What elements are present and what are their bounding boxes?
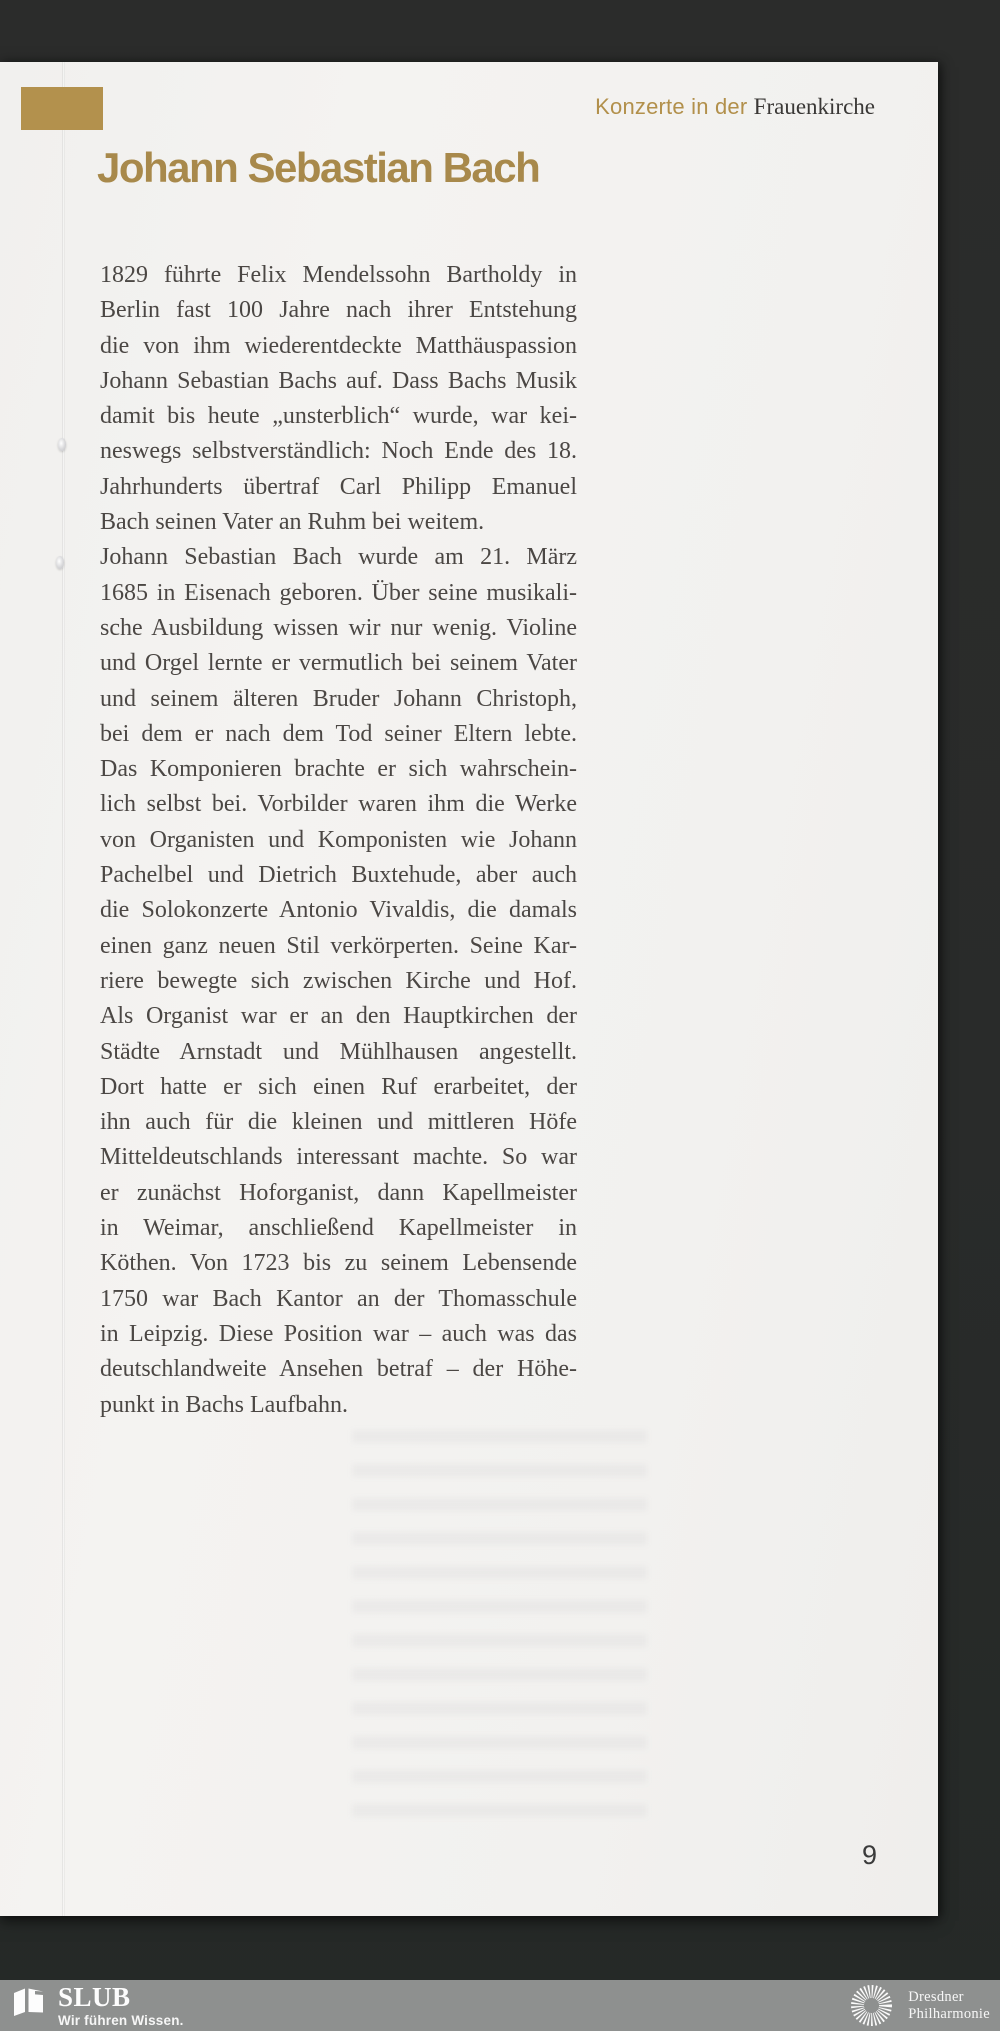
- philharmonie-line2: Philharmonie: [908, 2005, 990, 2022]
- body-line: er zunächst Hoforganist, dann Kapellmeister: [100, 1179, 577, 1206]
- body-line: Johann Sebastian Bach wurde am 21. März: [100, 544, 577, 571]
- body-line: Johann Sebastian Bachs auf. Dass Bachs Musik: [100, 367, 577, 394]
- body-line: die Solokonzerte Antonio Vivaldis, die damals: [100, 897, 577, 924]
- paragraph: [100, 258, 577, 540]
- body-line: deutschlandweite Ansehen betraf – der Höhe-: [100, 1356, 577, 1383]
- philharmonie-text-block: [908, 1989, 990, 2023]
- staple-mark: [58, 438, 66, 451]
- page-number: 9: [861, 1840, 877, 1870]
- staple-mark: [56, 556, 64, 569]
- body-line: damit bis heute „unsterblich“ wurde, war kei-: [100, 403, 577, 430]
- scanned-page: [0, 62, 938, 1916]
- body-line: sche Ausbildung wissen wir nur wenig. Violine: [100, 614, 577, 641]
- slub-book-icon: [13, 1986, 45, 2017]
- body-line: bei dem er nach dem Tod seiner Eltern lebte.: [100, 720, 577, 747]
- body-line: Dort hatte er sich einen Ruf erarbeitet, der: [100, 1073, 577, 1100]
- body-line: lich selbst bei. Vorbilder waren ihm die Werke: [100, 791, 577, 818]
- body-line: Berlin fast 100 Jahre nach ihrer Entstehung: [100, 297, 577, 324]
- body-line: 1829 führte Felix Mendelssohn Bartholdy in: [100, 262, 577, 288]
- philharmonie-line1: Dresdner: [908, 1988, 964, 2005]
- body-line: ihn auch für die kleinen und mittleren Höfe: [100, 1109, 577, 1136]
- body-line: 1750 war Bach Kantor an der Thomasschule: [100, 1285, 577, 1312]
- eyebrow-gold-text: Konzerte in der: [595, 94, 754, 119]
- page-title: Johann Sebastian Bach: [97, 144, 540, 191]
- eyebrow-dark-text: Frauenkirche: [753, 94, 875, 119]
- body-line: einen ganz neuen Stil verkörperten. Seine Kar-: [100, 932, 577, 959]
- slub-logo: [13, 1984, 184, 2028]
- body-line: riere bewegte sich zwischen Kirche und Hof.: [100, 967, 577, 994]
- body-line: in Weimar, anschließend Kapellmeister in: [100, 1215, 577, 1242]
- section-eyebrow: [595, 94, 875, 120]
- body-text: [100, 258, 577, 1423]
- body-line: und seinem älteren Bruder Johann Christoph,: [100, 685, 577, 712]
- reverse-page-bleedthrough: [352, 1430, 647, 1830]
- viewer-footer-bar: [0, 1980, 1000, 2031]
- dresdner-philharmonie-logo: [849, 1983, 990, 2028]
- body-line: in Leipzig. Diese Position war – auch was das: [100, 1320, 577, 1347]
- body-line: Köthen. Von 1723 bis zu seinem Lebensende: [100, 1250, 577, 1277]
- body-line: neswegs selbstverständlich: Noch Ende des 18.: [100, 438, 577, 465]
- body-line: die von ihm wiederentdeckte Matthäuspassion: [100, 332, 577, 359]
- paragraph: [100, 540, 577, 1422]
- body-line: Bach seinen Vater an Ruhm bei weitem.: [100, 509, 485, 536]
- slub-tagline: Wir führen Wissen.: [58, 2013, 184, 2028]
- body-line: Städte Arnstadt und Mühlhausen angestellt.: [100, 1038, 577, 1065]
- slub-wordmark: SLUB: [58, 1982, 131, 2012]
- page-fold-crease: [62, 62, 65, 1916]
- body-line: Pachelbel und Dietrich Buxtehude, aber auch: [100, 862, 577, 889]
- body-line: Jahrhunderts übertraf Carl Philipp Emanuel: [100, 473, 577, 500]
- slub-text-block: [58, 1984, 184, 2028]
- body-line: von Organisten und Komponisten wie Johann: [100, 826, 577, 853]
- body-line: 1685 in Eisenach geboren. Über seine musikali-: [100, 579, 577, 606]
- body-line: Das Komponieren brachte er sich wahrschein-: [100, 756, 577, 783]
- body-line: punkt in Bachs Laufbahn.: [100, 1391, 348, 1418]
- body-line: und Orgel lernte er vermutlich bei seinem Vater: [100, 650, 577, 677]
- body-line: Als Organist war er an den Hauptkirchen der: [100, 1003, 577, 1030]
- gold-corner-block: [21, 87, 103, 130]
- philharmonie-starburst-icon: [849, 1983, 894, 2028]
- body-line: Mitteldeutschlands interessant machte. So war: [100, 1144, 577, 1171]
